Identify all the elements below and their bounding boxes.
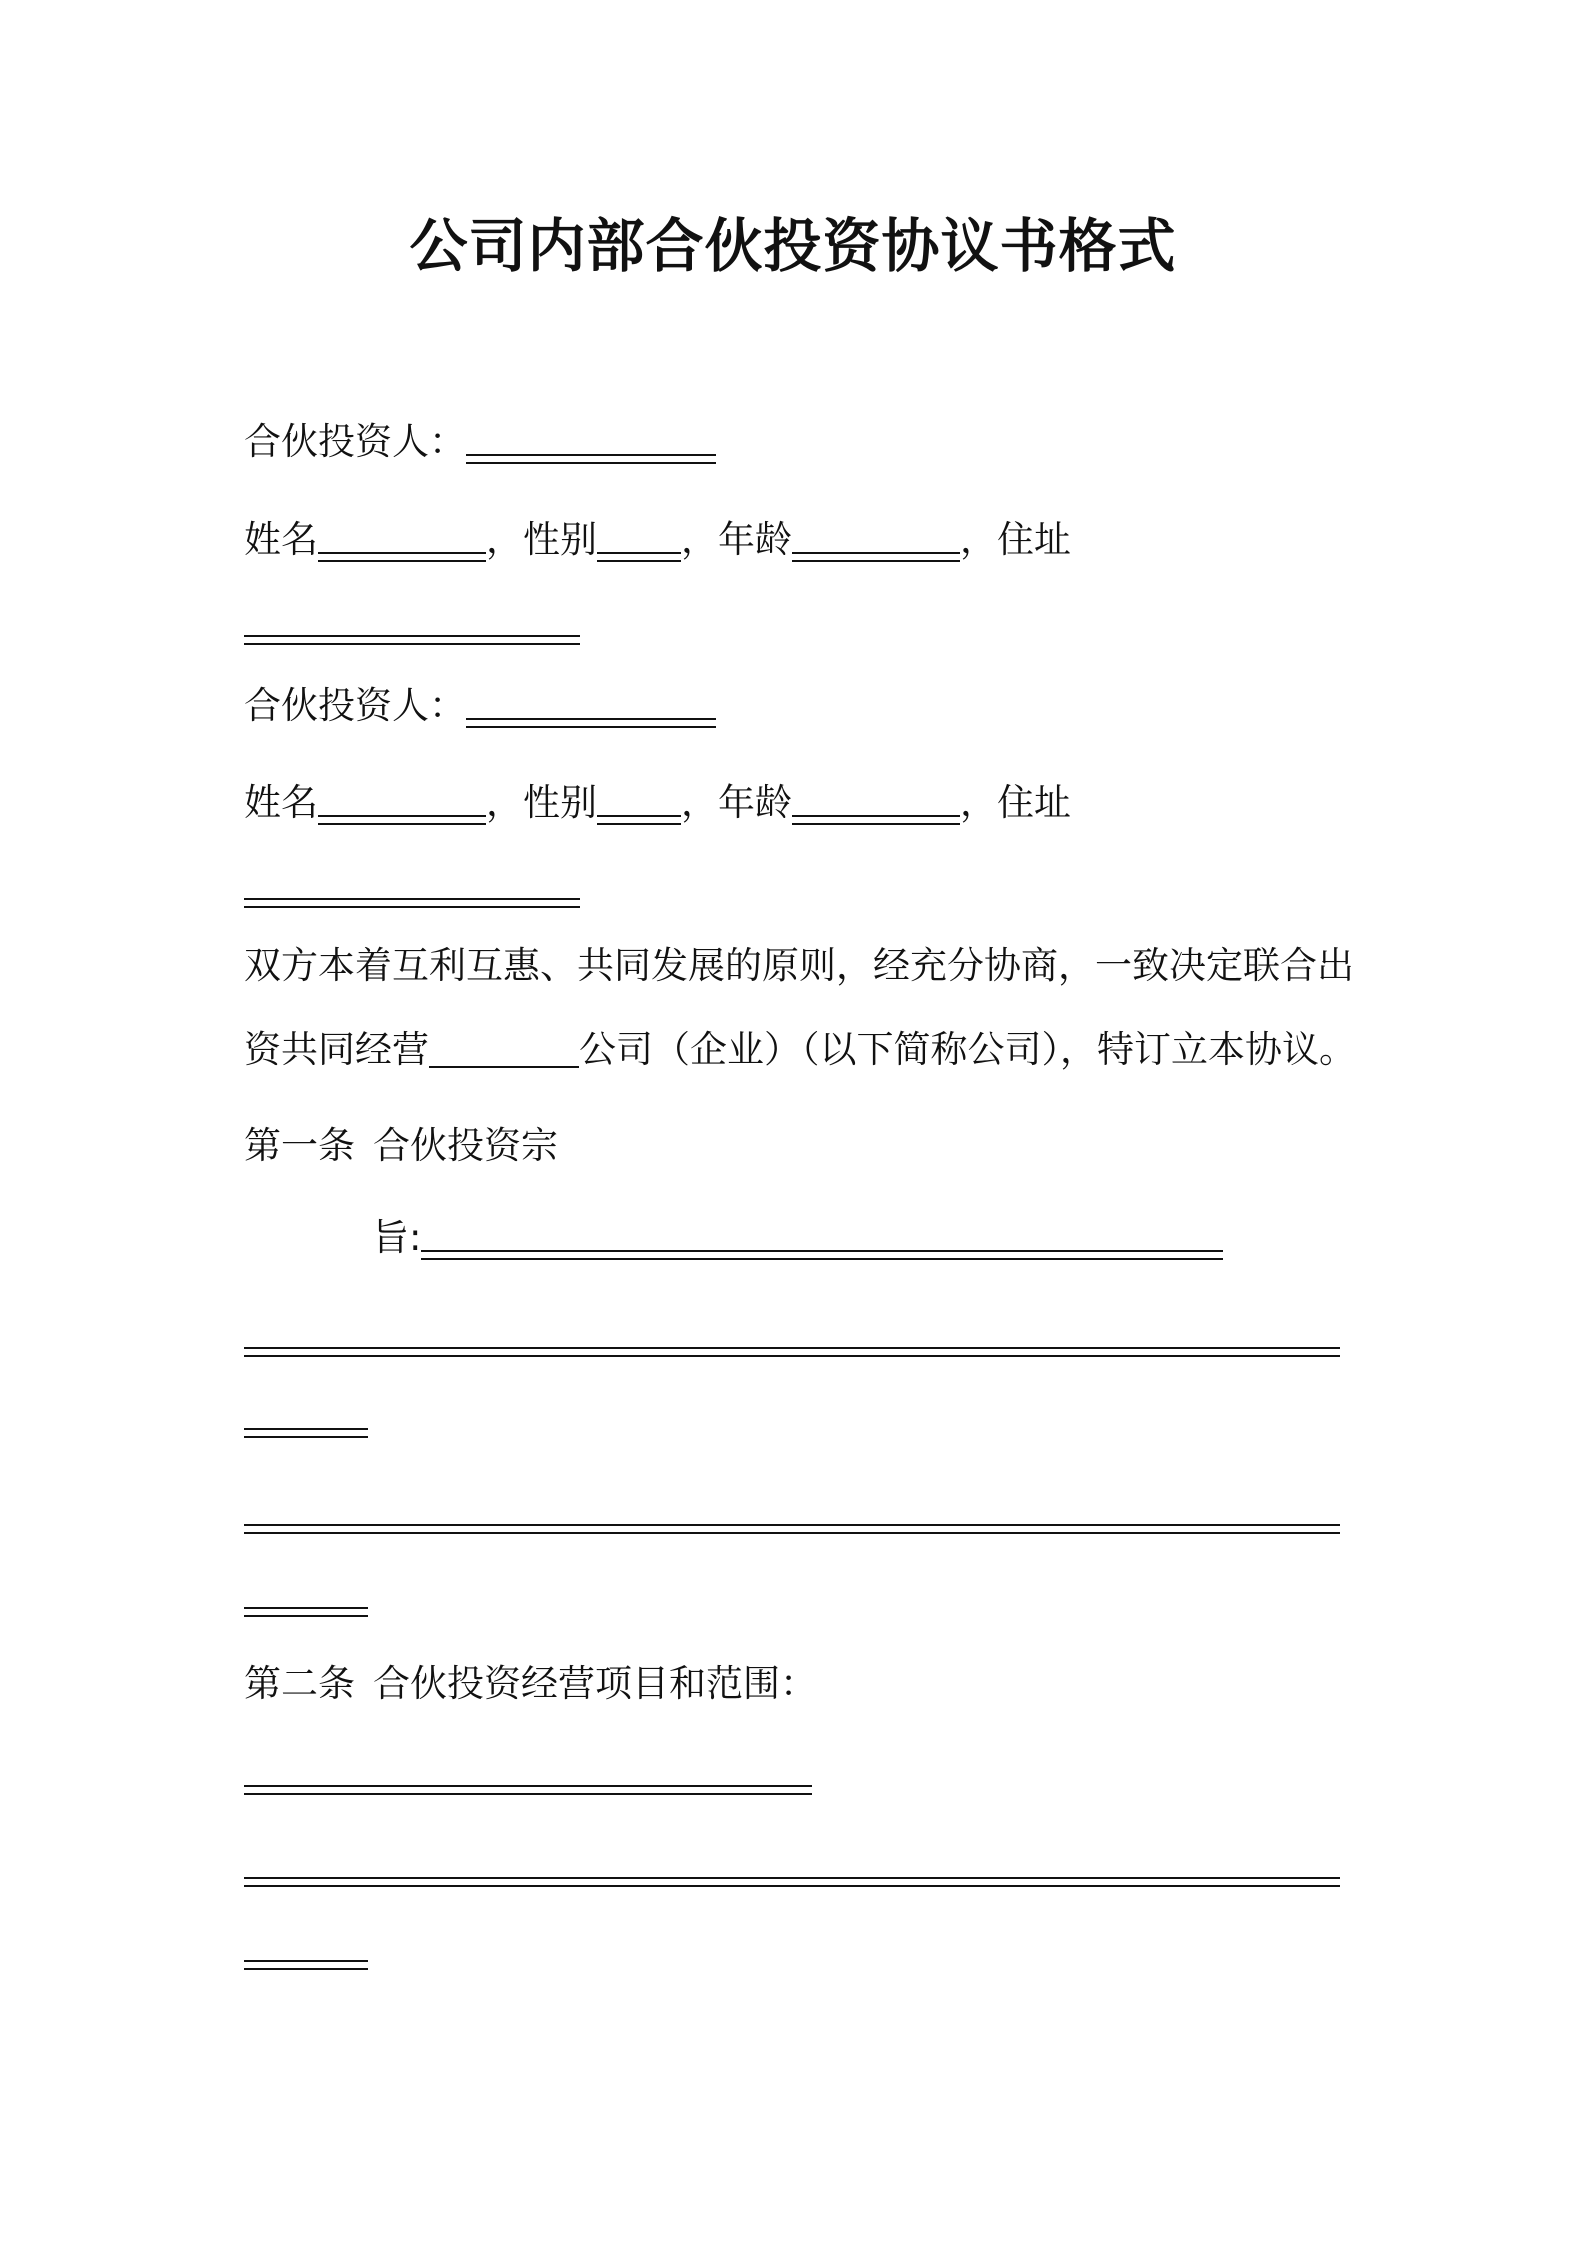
intro-text-a: 资共同经营 — [244, 1028, 429, 1071]
name-blank — [318, 552, 486, 562]
name-blank — [318, 815, 486, 825]
article-2-heading — [244, 1658, 817, 1710]
purpose-rule-1 — [244, 1347, 1340, 1357]
gender-label: ，性别 — [486, 518, 597, 561]
scope-rule-1 — [244, 1785, 812, 1795]
article-1-purpose-line — [372, 1212, 1223, 1264]
age-label: ，年龄 — [681, 781, 792, 824]
partner-label: 合伙投资人： — [244, 684, 466, 727]
gender-blank — [597, 552, 681, 562]
article-1-cont: 旨: — [372, 1216, 422, 1259]
address-label: ，住址 — [960, 518, 1071, 561]
article-1-title: 合伙投资宗 — [373, 1124, 558, 1167]
purpose-rule-1-tail — [244, 1428, 368, 1438]
company-name-blank — [429, 1062, 579, 1068]
partner-2-blank — [466, 718, 716, 728]
scope-rule-2-tail — [244, 1960, 368, 1970]
scope-rule-2 — [244, 1877, 1340, 1887]
address-2-blank — [244, 898, 580, 908]
partner-2-line — [244, 680, 716, 732]
intro-text-b: 公司（企业）（以下简称公司），特订立本协议。 — [579, 1028, 1356, 1071]
age-blank — [792, 552, 960, 562]
gender-label: ，性别 — [486, 781, 597, 824]
partner-1-line — [244, 416, 716, 468]
purpose-rule-2-tail — [244, 1607, 368, 1617]
article-2-number: 第二条 — [244, 1662, 355, 1705]
gender-blank — [597, 815, 681, 825]
intro-line-1: 双方本着互利互惠、共同发展的原则，经充分协商，一致决定联合出 — [244, 944, 1354, 987]
name-label: 姓名 — [244, 518, 318, 561]
document-title: 公司内部合伙投资协议书格式 — [409, 212, 1177, 280]
name-label: 姓名 — [244, 781, 318, 824]
partner-1-blank — [466, 454, 716, 464]
address-1-blank — [244, 635, 580, 645]
address-label: ，住址 — [960, 781, 1071, 824]
purpose-rule-2 — [244, 1524, 1340, 1534]
partner-label: 合伙投资人： — [244, 420, 466, 463]
article-2-title: 合伙投资经营项目和范围： — [373, 1662, 817, 1705]
age-label: ，年龄 — [681, 518, 792, 561]
partner-2-info-line — [244, 777, 1071, 829]
article-1-number: 第一条 — [244, 1124, 355, 1167]
intro-line-2 — [244, 1024, 1356, 1076]
purpose-blank — [421, 1250, 1223, 1260]
article-1-heading — [244, 1120, 558, 1172]
age-blank — [792, 815, 960, 825]
partner-1-info-line — [244, 514, 1071, 566]
